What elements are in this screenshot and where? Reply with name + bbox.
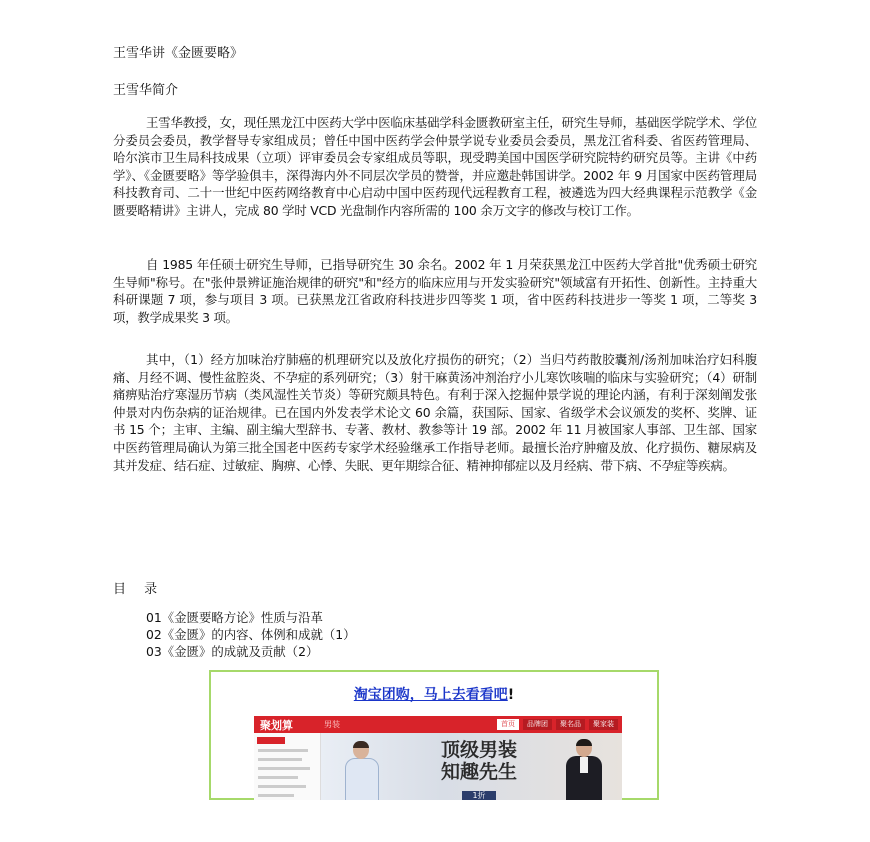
ad-link[interactable]: 淘宝团购，马上去看看吧 — [353, 687, 508, 703]
ad-link-line — [211, 684, 657, 704]
sidebar-row — [258, 767, 310, 770]
shop-category-label: 男装 — [324, 720, 340, 729]
shop-nav — [497, 719, 618, 730]
model-figure-right — [563, 739, 605, 800]
shop-nav-item: 品牌团 — [523, 719, 552, 730]
sidebar-row — [258, 785, 306, 788]
ad-link-suffix: ! — [507, 687, 515, 703]
sidebar-row — [258, 758, 302, 761]
bio-paragraph-3: 其中，（1）经方加味治疗肺癌的机理研究以及放化疗损伤的研究；（2）当归芍药散胶囊剂/汤剂加味治疗妇科腹痛、月经不调、慢性盆腔炎、不孕症的系列研究；（3）射干麻黄汤冲剂治疗小儿寒饮咳喘的临床与实验研究；（4）研制痛痹贴治疗寒湿历节病（类风湿性关节炎）等研究颇具特色。有利于深入挖掘仲景学说的理论内涵，有利于深刻阐发张仲景对内伤杂病的证治规律。已在国内外发表学术论文 60 余篇，获国际、国家、省级学术会议颁发的奖杯、奖牌、证书 15 个；主审、主编、副主编大型辞书、专著、教材、教参等计 19 部。2002 年 11 月被国家人事部、卫生部、国家中医药管理局确认为第三批全国老中医药专家学术经验继承工作指导老师。最擅长治疗肿瘤及放、化疗损伤、糖尿病及其并发症、结石症、过敏症、胸痹、心悸、失眠、更年期综合征、精神抑郁症以及月经病、带下病、不孕症等疾病。 — [113, 352, 757, 473]
sidebar-category-bar — [257, 737, 285, 744]
shop-nav-item: 首页 — [497, 719, 519, 730]
sidebar-row — [258, 794, 294, 797]
shop-nav-item: 聚名品 — [556, 719, 585, 730]
toc-heading: 目 录 — [113, 582, 158, 597]
shop-sidebar — [254, 733, 321, 800]
promo-banner — [321, 733, 622, 800]
toc-item[interactable]: 03《金匮》的成就及贡献（2） — [146, 644, 319, 659]
toc-item[interactable]: 01《金匮要略方论》性质与沿革 — [146, 610, 323, 625]
shop-header-bar — [254, 716, 622, 733]
banner-discount-tag: 1折 — [462, 791, 495, 800]
banner-slogan — [441, 739, 517, 800]
bio-paragraph-1: 王雪华教授，女，现任黑龙江中医药大学中医临床基础学科金匮教研室主任，研究生导师，基础医学院学术、学位分委员会委员，教学督导专家组成员；曾任中国中医药学会仲景学说专业委员会委员，黑龙江省科委、省医药管理局、哈尔滨市卫生局科技成果（立项）评审委员会专家组成员等职，现受聘美国中国医学研究院特约研究员等。主讲《中药学》、《金匮要略》等学验俱丰，深得海内外不同层次学员的赞誉，并应邀赴韩国讲学。2002 年 9 月国家中医药管理局科技教育司、二十一世纪中医药网络教育中心启动中国中医药现代远程教育工程，被遴选为四大经典课程示范教学《金匮要略精讲》主讲人，完成 80 学时 VCD 光盘制作内容所需的 100 余万文字的修改与校订工作。 — [113, 115, 757, 218]
document-title: 王雪华讲《金匮要略》 — [113, 46, 244, 61]
table-of-contents — [146, 609, 356, 660]
sidebar-row — [258, 749, 308, 752]
ad-banner-image[interactable] — [254, 716, 622, 800]
banner-line-2: 知趣先生 — [441, 761, 518, 783]
shop-logo: 聚划算 — [260, 719, 293, 732]
banner-line-1: 顶级男装 — [441, 739, 518, 761]
sidebar-row — [258, 776, 298, 779]
model-figure-left — [343, 741, 379, 800]
bio-paragraph-2: 自 1985 年任硕士研究生导师，已指导研究生 30 余名。2002 年 1 月荣获黑龙江中医药大学首批"优秀硕士研究生导师"称号。在"张仲景辨证施治规律的研究"和"经方的临床应用与开发实验研究"领域富有开拓性、创新性。主持重大科研课题 7 项，参与项目 3 项。已获黑龙江省政府科技进步四等奖 1 项，省中医药科技进步一等奖 1 项，二等奖 3 项，教学成果奖 3 项。 — [113, 257, 757, 325]
toc-item[interactable]: 02《金匮》的内容、体例和成就（1） — [146, 627, 356, 642]
ad-box — [209, 670, 659, 800]
section-subtitle: 王雪华简介 — [113, 83, 179, 98]
shop-nav-item: 聚家装 — [589, 719, 618, 730]
